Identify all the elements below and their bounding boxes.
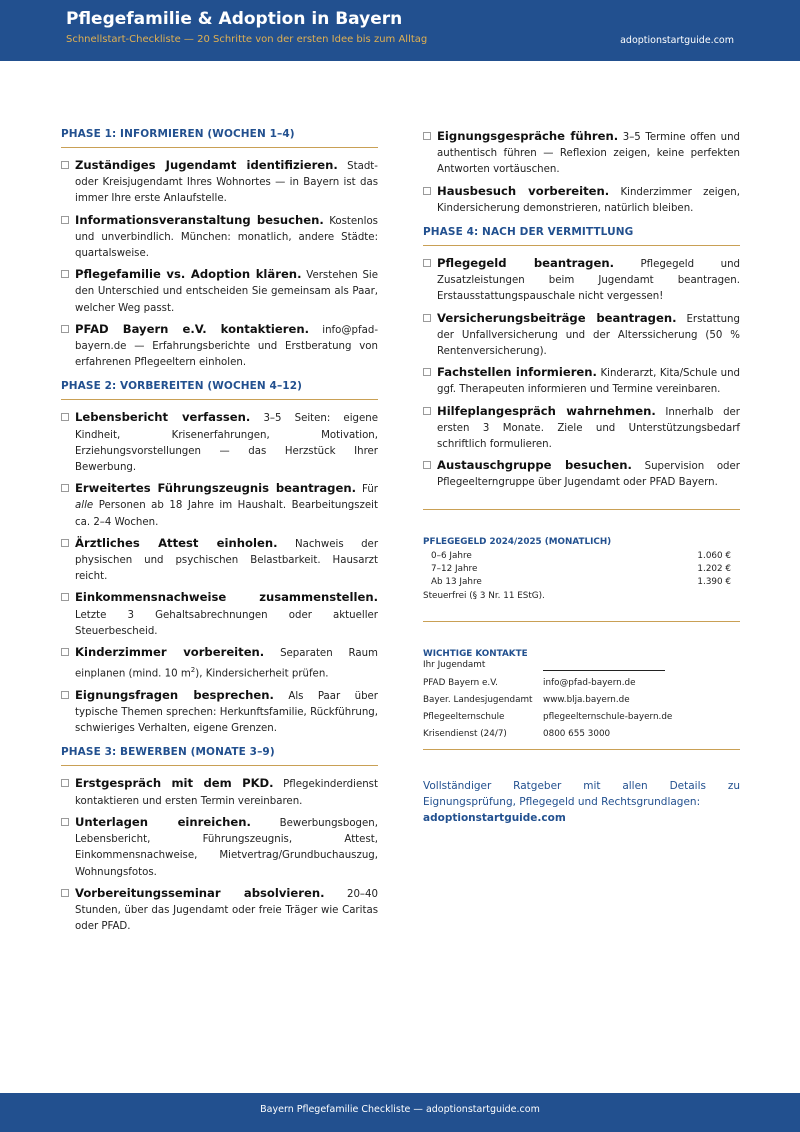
list-item <box>61 157 378 208</box>
item-text: Pflegekinderdienst kontaktieren und ersten Termin vereinbaren. <box>75 779 378 807</box>
list-item <box>61 775 378 809</box>
pflegegeld-box <box>423 537 740 603</box>
item-title: Versicherungsbeiträge beantragen. <box>437 310 677 325</box>
list-item <box>61 212 378 263</box>
checkbox[interactable] <box>61 270 69 278</box>
contact-row <box>423 659 740 672</box>
list-item <box>423 128 740 179</box>
checkbox[interactable] <box>61 648 69 656</box>
contact-blank-line[interactable] <box>543 661 665 671</box>
checkbox[interactable] <box>61 216 69 224</box>
list-item <box>61 321 378 372</box>
checkbox[interactable] <box>61 484 69 492</box>
divider <box>423 509 740 510</box>
page-subtitle: Schnellstart-Checkliste — 20 Schritte von der ersten Idee bis zum Alltag <box>66 34 428 45</box>
phase-4-title: PHASE 4: NACH DER VERMITTLUNG <box>423 226 740 246</box>
item-title: Zuständiges Jugendamt identifizieren. <box>75 158 338 172</box>
contact-value[interactable]: pflegeelternschule-bayern.de <box>543 711 673 722</box>
item-title: Informationsveranstaltung besuchen. <box>75 212 324 227</box>
item-title: Ärztliches Attest einholen. <box>75 535 278 550</box>
item-title: PFAD Bayern e.V. kontaktieren. <box>75 321 309 336</box>
list-item <box>61 480 378 531</box>
pflegegeld-age: 0–6 Jahre <box>431 550 472 561</box>
item-text-emphasis: alle <box>75 500 94 512</box>
list-item <box>61 644 378 683</box>
item-text: 20–40 Stunden, über das Jugendamt oder freie Träger wie Caritas oder PFAD. <box>75 888 378 933</box>
item-text: 3–5 Seiten: eigene Kindheit, Krisenerfahrungen, Motivation, Erziehungsvorstellungen — das Herzstück Ihrer Bewerbung. <box>75 413 378 474</box>
list-item <box>61 814 378 881</box>
item-text: Als Paar über typische Themen sprechen: Herkunftsfamilie, Rückführung, schwieriges Verhalten, eigene Grenzen. <box>75 690 378 735</box>
list-item <box>61 885 378 936</box>
phase-3-list-continued <box>423 128 740 217</box>
contact-label: Ihr Jugendamt <box>423 659 486 670</box>
item-text: 3–5 Termine offen und authentisch führen — Reflexion zeigen, keine perfekten Antworten vortäuschen. <box>437 132 741 176</box>
item-text: Kinderarzt, Kita/Schule und ggf. Therapeuten informieren und Termine vereinbaren. <box>437 368 740 396</box>
checkbox[interactable] <box>61 593 69 601</box>
list-item <box>423 364 740 398</box>
item-text: Innerhalb der ersten 3 Monate. Ziele und Unterstützungsbedarf schriftlich formulieren. <box>437 406 740 451</box>
header-url[interactable]: adoptionstartguide.com <box>620 35 734 46</box>
item-title: Austauschgruppe besuchen. <box>437 458 632 473</box>
item-text: Nachweis der physischen und psychischen Belastbarkeit. Hausarzt reicht. <box>75 538 379 583</box>
list-item <box>423 457 740 491</box>
checkbox[interactable] <box>61 818 69 826</box>
item-text: Verstehen Sie den Unterschied und entscheiden Sie gemeinsam als Paar, welcher Weg passt. <box>75 270 379 314</box>
item-title: Erweitertes Führungszeugnis beantragen. <box>75 481 356 496</box>
checkbox[interactable] <box>61 539 69 547</box>
contact-label: Krisendienst (24/7) <box>423 728 507 739</box>
list-item <box>423 255 740 306</box>
ratgeber-link[interactable]: adoptionstartguide.com <box>423 811 566 824</box>
checkbox[interactable] <box>61 161 69 169</box>
item-title: Hausbesuch vorbereiten. <box>437 183 610 198</box>
item-title: Pflegegeld beantragen. <box>437 256 614 271</box>
page-header <box>0 0 800 61</box>
item-text: Erstattung der Unfallversicherung und der Alterssicherung (50 % Rentenversicherung). <box>437 313 740 358</box>
phase-3-title: PHASE 3: BEWERBEN (MONATE 3–9) <box>61 746 378 766</box>
item-text: Stadt- oder Kreisjugendamt Ihres Wohnortes — in Bayern ist das immer Ihre erste Anlaufstelle. <box>75 161 378 205</box>
contacts-box <box>423 649 740 743</box>
phase-4-list <box>423 255 740 492</box>
contact-row <box>423 709 740 726</box>
right-column <box>423 128 740 826</box>
pflegegeld-amount: 1.202 € <box>697 563 731 574</box>
checkbox[interactable] <box>423 314 431 322</box>
list-item <box>61 687 378 738</box>
contact-label: Bayer. Landesjugendamt <box>423 694 533 705</box>
checkbox[interactable] <box>423 259 431 267</box>
divider <box>423 621 740 622</box>
phase-3-list <box>61 775 378 935</box>
pflegegeld-row <box>423 563 740 576</box>
page-footer <box>0 1093 800 1132</box>
item-title: Eignungsgespräche führen. <box>437 129 619 143</box>
list-item <box>61 535 378 586</box>
contact-value[interactable]: info@pfad-bayern.de <box>543 677 636 688</box>
item-title: Hilfeplangespräch wahrnehmen. <box>437 403 656 418</box>
page-title: Pflegefamilie & Adoption in Bayern <box>66 9 403 29</box>
left-column <box>61 128 378 939</box>
contact-value[interactable]: www.blja.bayern.de <box>543 694 630 705</box>
contact-row <box>423 692 740 709</box>
list-item <box>61 589 378 640</box>
item-title: Lebensbericht verfassen. <box>75 410 251 425</box>
item-title: Kinderzimmer vorbereiten. <box>75 645 265 660</box>
item-text: Bewerbungsbogen, Lebensbericht, Führungszeugnis, Attest, Einkommensnachweise, Mietvertrag/Grundbuchauszug, Wohnungsfotos. <box>75 817 378 878</box>
item-text: Supervision oder Pflegeelterngruppe über Jugendamt oder PFAD Bayern. <box>437 461 740 489</box>
checkbox[interactable] <box>61 691 69 699</box>
contact-row <box>423 675 740 692</box>
pflegegeld-note: Steuerfrei (§ 3 Nr. 11 EStG). <box>423 590 545 601</box>
item-text: Kostenlos und unverbindlich. München: monatlich, andere Städte: quartalsweise. <box>75 215 378 260</box>
superscript: 2 <box>190 666 196 675</box>
item-text: ), Kindersicherheit prüfen. <box>195 668 329 680</box>
item-text: Separaten Raum einplanen (mind. 10 m <box>75 648 378 680</box>
pflegegeld-row <box>423 576 740 589</box>
item-title: Eignungsfragen besprechen. <box>75 687 274 702</box>
item-text: Letzte 3 Gehaltsabrechnungen oder aktueller Steuerbescheid. <box>75 609 378 637</box>
list-item <box>423 403 740 454</box>
contact-label: PFAD Bayern e.V. <box>423 677 498 688</box>
pflegegeld-row <box>423 550 740 563</box>
item-title: Einkommensnachweise zusammenstellen. <box>75 590 378 605</box>
contact-label: Pflegeelternschule <box>423 711 505 722</box>
ratgeber-text: Vollständiger Ratgeber mit allen Details zu Eignungsprüfung, Pflegegeld und Rechtsgrundlagen: <box>423 779 740 808</box>
checkbox[interactable] <box>423 407 431 415</box>
item-text: Pflegegeld und Zusatzleistungen beim Jugendamt beantragen. Erstausstattungspauschale nicht vergessen! <box>437 259 740 303</box>
phase-2-list <box>61 409 378 737</box>
list-item <box>61 266 378 317</box>
item-title: Vorbereitungsseminar absolvieren. <box>75 885 325 900</box>
checkbox[interactable] <box>61 779 69 787</box>
phase-1-title: PHASE 1: INFORMIEREN (WOCHEN 1–4) <box>61 128 378 148</box>
pflegegeld-title: PFLEGEGELD 2024/2025 (MONATLICH) <box>423 536 612 547</box>
item-title: Erstgespräch mit dem PKD. <box>75 776 274 791</box>
checkbox[interactable] <box>61 889 69 897</box>
contact-value[interactable]: 0800 655 3000 <box>543 728 611 739</box>
pflegegeld-amount: 1.390 € <box>697 576 731 587</box>
phase-1-list <box>61 157 378 371</box>
checkbox[interactable] <box>61 413 69 421</box>
item-text: info@pfad-bayern.de — Erfahrungsberichte und Erstberatung von erfahrenen Pflegeeltern einholen. <box>75 324 378 369</box>
checkbox[interactable] <box>423 461 431 469</box>
divider <box>423 749 740 750</box>
phase-2-title: PHASE 2: VORBEREITEN (WOCHEN 4–12) <box>61 380 378 400</box>
item-text: Für <box>362 484 378 496</box>
item-title: Fachstellen informieren. <box>437 365 597 380</box>
pflegegeld-age: Ab 13 Jahre <box>431 576 482 587</box>
item-text: Personen ab 18 Jahre im Haushalt. Bearbeitungszeit ca. 2–4 Wochen. <box>75 500 378 528</box>
list-item <box>61 409 378 476</box>
checkbox[interactable] <box>423 368 431 376</box>
item-text: Kinderzimmer zeigen, Kindersicherung demonstrieren, natürlich bleiben. <box>437 186 740 214</box>
checkbox[interactable] <box>423 187 431 195</box>
pflegegeld-age: 7–12 Jahre <box>431 563 478 574</box>
pflegegeld-amount: 1.060 € <box>697 550 731 561</box>
contact-row <box>423 726 740 743</box>
checkbox[interactable] <box>423 132 431 140</box>
ratgeber-callout <box>423 778 740 826</box>
item-title: Pflegefamilie vs. Adoption klären. <box>75 267 302 282</box>
footer-text: Bayern Pflegefamilie Checkliste — adoptionstartguide.com <box>260 1104 540 1115</box>
item-title: Unterlagen einreichen. <box>75 814 251 829</box>
list-item <box>423 310 740 361</box>
list-item <box>423 183 740 217</box>
contacts-title: WICHTIGE KONTAKTE <box>423 648 528 659</box>
checkbox[interactable] <box>61 325 69 333</box>
